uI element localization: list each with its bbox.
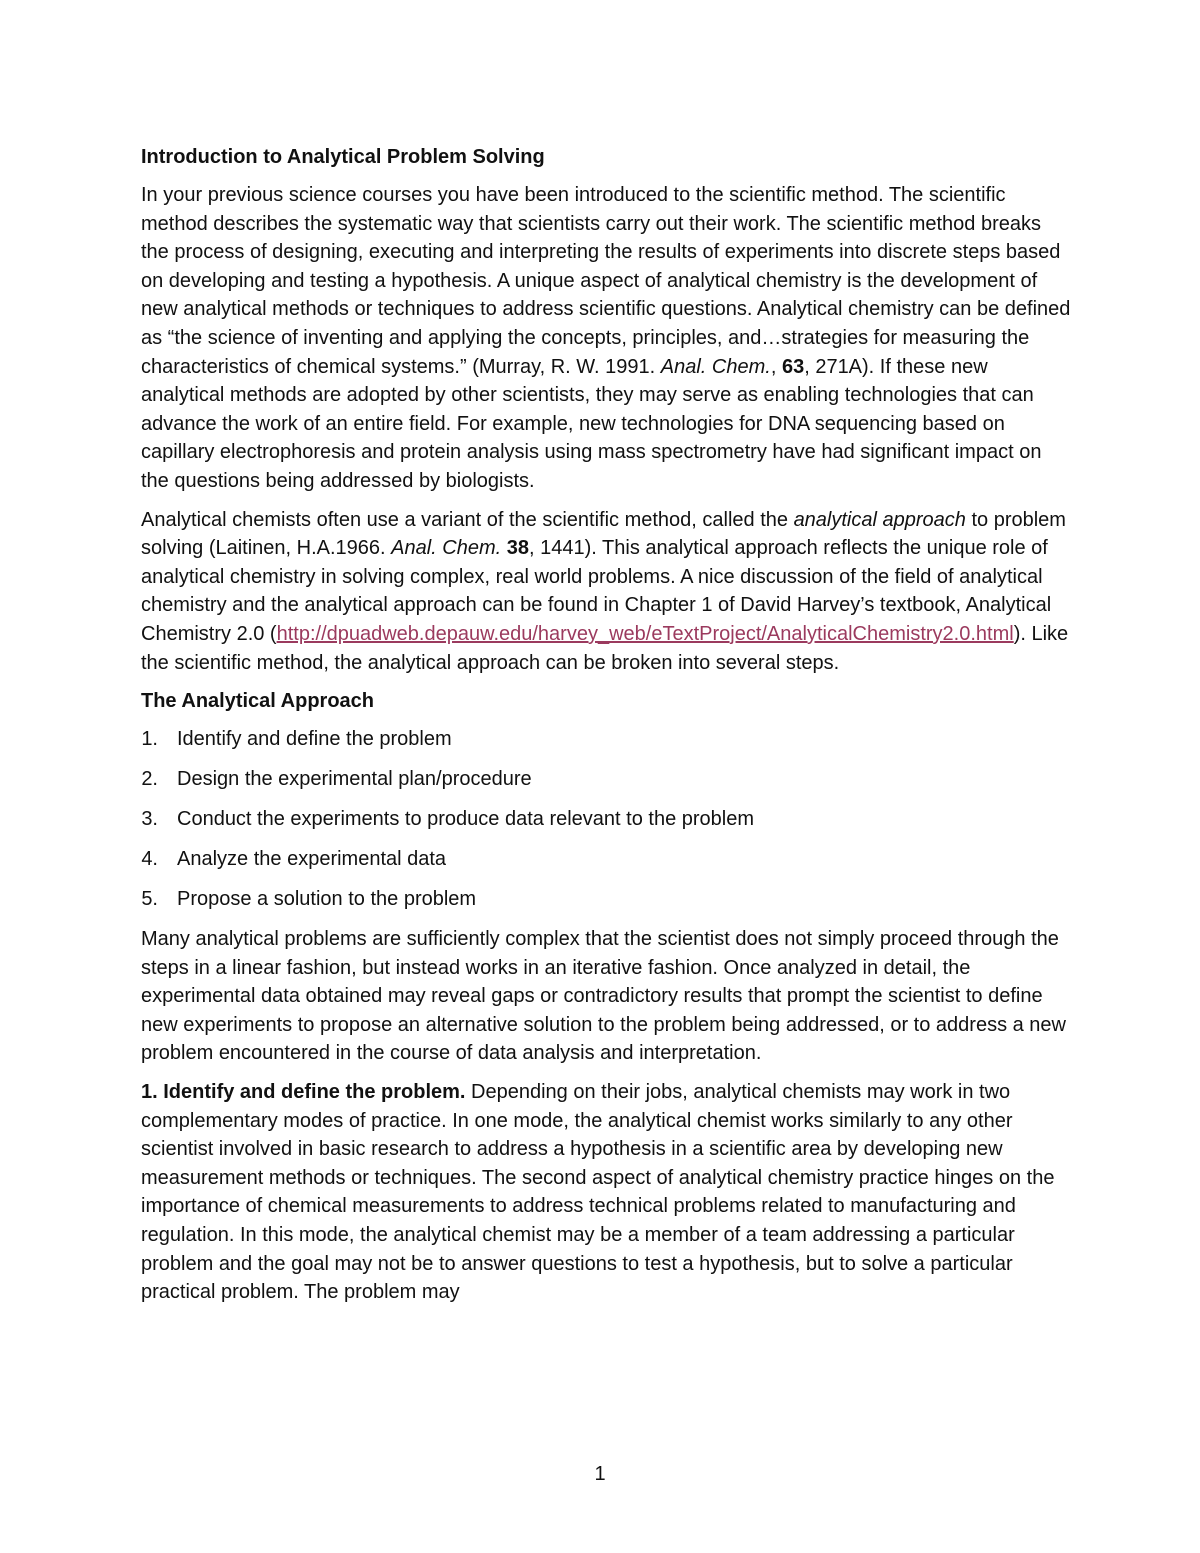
approach-text-e: ). Like the scientific method, the analytical approach can be broken into several steps. [141,622,1069,674]
intro-text-b: , [770,355,782,378]
approach-text-a: Analytical chemists often use a variant of the scientific method, called the [141,508,794,531]
list-item [141,845,1071,873]
step-number: 2. [141,768,158,791]
identify-paragraph [141,1078,1071,1307]
approach-text-b: to problem solving (Laitinen, H.A.1966. [141,508,1066,560]
step-text: Propose a solution to the problem [177,888,477,911]
list-item [141,765,1071,793]
citation-journal-2: Anal. Chem. [391,537,502,560]
citation-volume-2: 38 [506,537,530,560]
intro-paragraph [141,181,1071,496]
list-item [141,725,1071,753]
step-number: 5. [141,888,158,911]
step-text: Design the experimental plan/procedure [177,768,532,791]
step-number: 1. [141,728,158,751]
step-text: Identify and define the problem [177,728,452,751]
page-number: 1 [594,1463,606,1485]
intro-text-c: , 271A). If these new analytical methods are adopted by other scientists, they may serve as enabling technologies that can advance the work of an entire field. For example, new technologies for DNA sequencing based on capillary electrophoresis and protein analysis using mass spectrometry have had significant impact on the questions being addressed by biologists. [141,355,1042,492]
iterative-paragraph: Many analytical problems are sufficiently complex that the scientist does not simply proceed through the steps in a linear fashion, but instead works in an iterative fashion. Once analyzed in detail, the experimental data obtained may reveal gaps or contradictory results that prompt the scientist to define new experiments to propose an alternative solution to the problem being addressed, or to address a new problem encountered in the course of data analysis and interpretation. [141,928,1066,1065]
identify-text: Depending on their jobs, analytical chemists may work in two complementary modes of practice. In one mode, the analytical chemist works similarly to any other scientist involved in basic research to address a hypothesis in a scientific area by developing new measurement methods or techniques. The second aspect of analytical chemistry practice hinges on the importance of chemical measurements to address technical problems related to manufacturing and regulation. In this mode, the analytical chemist may be a member of a team addressing a particular problem and the goal may not be to answer questions to test a hypothesis, but to solve a particular practical problem. The problem may [141,1081,1055,1304]
approach-text-d: , 1441). This analytical approach reflects the unique role of analytical chemistry in solving complex, real world problems. A nice discussion of the field of analytical chemistry and the analytical approach can be found in Chapter 1 of David Harvey’s textbook, Analytical Chemistry 2.0 ( [141,537,1052,645]
intro-text-a: In your previous science courses you have been introduced to the scientific method. The scientific method describes the systematic way that scientists carry out their work. The scientific method breaks the process of designing, executing and interpreting the results of experiments into discrete steps based on developing and testing a hypothesis. A unique aspect of analytical chemistry is the development of new analytical methods or techniques to address scientific questions. Analytical chemistry can be defined as “the science of inventing and applying the concepts, principles, and…strategies for measuring the characteristics of chemical systems.” (Murray, R. W. 1991. [141,184,1071,378]
document-page [141,138,1071,1317]
steps-list [141,725,1071,913]
step-text: Conduct the experiments to produce data relevant to the problem [177,808,755,831]
list-item [141,805,1071,833]
textbook-link[interactable]: http://dpuadweb.depauw.edu/harvey_web/eTextProject/AnalyticalChemistry2.0.html [276,622,1014,645]
identify-lead: 1. Identify and define the problem. [141,1081,466,1104]
step-number: 4. [141,848,158,871]
section-title: The Analytical Approach [141,690,375,713]
approach-term: analytical approach [793,508,966,531]
citation-volume: 63 [781,355,805,378]
step-number: 3. [141,808,158,831]
list-item [141,885,1071,913]
step-text: Analyze the experimental data [177,848,447,871]
citation-journal: Anal. Chem. [660,355,771,378]
approach-paragraph [141,506,1071,678]
document-title: Introduction to Analytical Problem Solving [141,146,545,168]
